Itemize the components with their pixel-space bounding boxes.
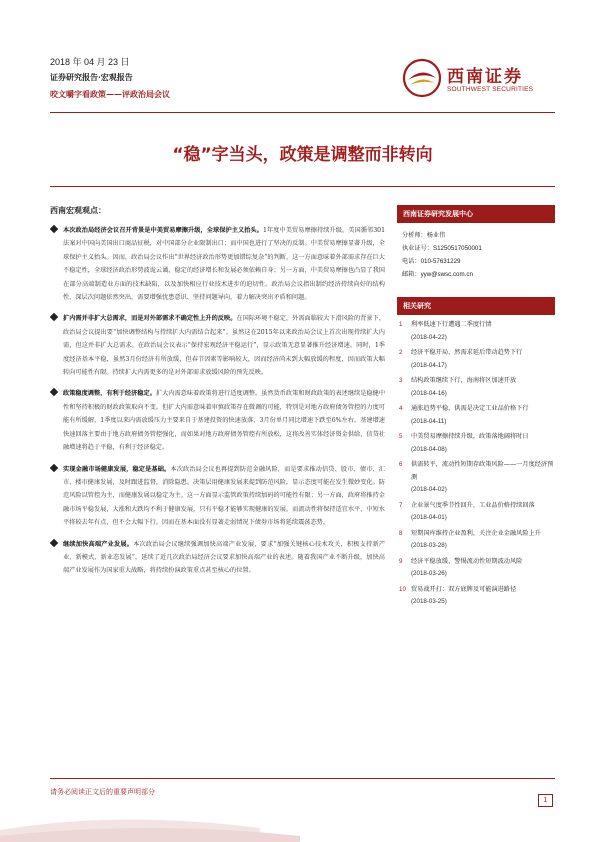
related-item-date: (2018-04-16) <box>411 389 447 397</box>
paragraph-text: 1年度中美贸易摩擦持续升级，美国循邻301法案对中国向美国出口商品征税，对中国部分企业限制出口；而中国也进行了坚决的反制。中美贸易摩擦显著升级，全球保护主义抬头。因而，政治局会议作出“世界经济政治形势更加错综复杂”的判断，这一方面意味着外部需求存在巨大不稳定性，全球经济政治形势波诡云谲，稳定的经济增长和发展必须依赖自身；另一方面，中美贸易摩擦也凸显了我国在部分高端制造业方面的技术缺陷，以及加快相应行业技术进步的迫切性。政治局会议指出制约经济持续向好的结构性、深层次问题依然突出，需要增强忧患意识、坚持问题导向，着力解决突出矛盾和问题。 <box>63 227 386 302</box>
related-research-item[interactable] <box>399 347 555 372</box>
page-number: 1 <box>538 794 553 807</box>
related-item-title[interactable]: 供需转平，流动性短期存政策风险——一月度经济预测 <box>411 461 554 481</box>
viewpoint-paragraph <box>50 538 385 578</box>
disclaimer-note: 请务必阅读正文后的重要声明部分 <box>50 788 155 796</box>
paragraph-lead: 扩内需并非扩大总需求，而是对外部需求不确定性上升的反映。 <box>63 315 237 323</box>
paragraph-text: 在国际环境不稳定，外需面临较大下滑风险的背景下，政治局会议提出要“加快调整结构与持续扩大内需结合起来”。虽然这在2015年以来政治局会议上首次出现持续扩大内需，但这并非扩大总需求。在政治局会议表示“保持宏观经济平稳运行”，显示政策无意显著推升经济增速。同时，1季度经济基本平稳，虽然3月份经济有所放缓，但春节因素等影响较大，因而经济尚未到大幅放缓的程度，因而政策大幅转向可能性有限。持续扩大内需更多的是对外部需求放缓风险的预先反映。 <box>63 315 386 377</box>
viewpoint-paragraph <box>50 312 385 379</box>
analyst-license: S1250517050001 <box>432 245 482 252</box>
diamond-bullet-icon <box>50 313 58 321</box>
related-item-number: 10 <box>399 585 406 593</box>
report-title: “稳”字当头，政策是调整而非转向 <box>172 145 433 165</box>
related-research-list <box>397 315 555 609</box>
related-item-number: 5 <box>399 433 403 440</box>
paragraph-lead: 实现金融市场健康发展，稳定是基础。 <box>63 465 171 473</box>
related-item-date: (2018-03-26) <box>411 570 447 577</box>
related-research-title: 相关研究 <box>397 297 555 315</box>
report-series: 咬文嚼字看政策——评政治局会议 <box>50 89 170 99</box>
related-item-title[interactable]: 贸易战开打：双方底牌及可能演进路径 <box>411 585 517 593</box>
paragraph-text: 本次政治局会议继续强调加快高端产业发展，要求“加强关键核心技术攻关，积极支持新产业、新模式、新业态发展”，延续了近几次政治局经济会议要求加快高端产业的表述。随着我国产业不断升级，加快高端产业发展作为国家重大战略，将持续扮演政策重点甚至核心的位置。 <box>63 540 386 575</box>
report-header <box>50 56 350 101</box>
related-item-date: (2018-04-22) <box>411 333 447 341</box>
related-item-date: (2018-03-25) <box>411 598 447 605</box>
report-type: 证券研究报告·宏观报告 <box>50 72 133 82</box>
related-item-number: 7 <box>399 501 403 509</box>
related-item-title[interactable]: 结构政策继续下行，海南将区加速开放 <box>411 377 517 384</box>
diamond-bullet-icon <box>50 225 58 233</box>
related-research-item[interactable] <box>399 556 555 581</box>
paragraph-lead: 继续加快高端产业发展。 <box>63 540 134 548</box>
related-research-item[interactable] <box>399 528 555 553</box>
related-item-number: 9 <box>399 557 403 565</box>
viewpoint-paragraph <box>50 463 385 530</box>
analyst-license-row <box>402 242 550 255</box>
analyst-info <box>397 223 555 285</box>
analyst-license-label: 执业证号： <box>402 245 433 252</box>
related-item-date: (2018-03-28) <box>411 542 447 549</box>
analyst-name-label: 分析师： <box>402 232 427 239</box>
analyst-phone: 010-57631229 <box>420 258 461 265</box>
report-date: 2018 年 04 月 23 日 <box>50 57 130 67</box>
related-item-number: 8 <box>399 529 403 537</box>
related-research-item[interactable] <box>399 500 555 525</box>
related-item-number: 4 <box>399 405 403 412</box>
footer-divider <box>50 778 555 779</box>
related-item-date: (2018-04-01) <box>411 514 447 521</box>
related-research-item[interactable] <box>399 375 555 400</box>
diamond-bullet-icon <box>50 388 58 396</box>
related-item-title[interactable]: 短期国库维持企业盈利，关注企业金融风险上升 <box>411 529 541 537</box>
logo-name-cn: 西南证券 <box>447 67 523 87</box>
company-logo <box>402 58 552 98</box>
analyst-phone-label: 电话： <box>402 258 421 265</box>
paragraph-lead: 政策稳度调整，有利于经济稳定。 <box>63 390 156 398</box>
sidebar <box>397 205 555 612</box>
paragraph-lead: 本次政治局经济会议召开背景是中美贸易摩擦升级，全球保护主义抬头。 <box>63 227 263 234</box>
related-item-date: (2018-04-02) <box>411 486 447 493</box>
related-item-title[interactable]: 中美贸易摩擦持续升级，政策落地阔将时日 <box>411 433 529 440</box>
diamond-bullet-icon <box>50 538 58 546</box>
related-item-number: 2 <box>399 349 403 356</box>
viewpoint-heading: 西南宏观观点： <box>50 205 106 215</box>
analyst-phone-row <box>402 255 550 268</box>
related-item-date: (2018-04-11) <box>411 417 447 425</box>
related-research <box>397 297 555 609</box>
related-item-title[interactable]: 通胀趋势平稳，供需是决定工业品价格下行 <box>411 405 529 412</box>
related-item-number: 6 <box>399 461 403 468</box>
analyst-email-label: 邮箱： <box>402 271 421 278</box>
viewpoint-paragraph <box>50 387 385 454</box>
viewpoint-paragraph <box>50 224 385 304</box>
analyst-email-row <box>402 268 550 281</box>
analyst-name: 杨业伟 <box>426 232 446 239</box>
footer-decoration <box>0 800 595 842</box>
paragraph-text: 本次政治局会议也再提到防范金融风险，而是要求推动信贷、股市、债市、汇市、楼市健康发展，及时跟进监督，消除隐患。决策层用健康发展来提到防范风险，显示态度可能在发生微妙变化。防范风险以管控为主，而健康发展以稳定为主。这一方面显示监管政策持续加码的可能性有限；另一方面，政府将推持金融市场平稳发展，大涨和大跌均不利于健康发展，只有平稳才能够实现健康的发展。而流动性将保持适宜水平，中短水平将较去年有点，但不会大幅下行。因而在基本面没有显著走弱情况下债券市场将延续震荡态势。 <box>63 465 386 527</box>
related-research-item[interactable] <box>399 403 555 428</box>
related-item-title[interactable]: 经济平稳放缓，警惕流动性短期波动风险 <box>411 557 523 565</box>
title-divider <box>50 186 555 187</box>
related-item-number: 3 <box>399 377 403 384</box>
research-center-title: 西南证券研究发展中心 <box>397 205 555 223</box>
related-item-title[interactable]: 企业景气度季节性回升，工业品价格持续回落 <box>411 501 535 509</box>
related-research-item[interactable] <box>399 319 555 344</box>
related-research-item[interactable] <box>399 431 555 456</box>
analyst-email-link[interactable]: yyw@swsc.com.cn <box>420 271 473 278</box>
related-item-date: (2018-04-08) <box>411 445 447 453</box>
diamond-bullet-icon <box>50 463 58 471</box>
related-item-date: (2018-04-17) <box>411 361 447 369</box>
paragraph-text: 扩大内需意味着政策将进行适度调整。虽然货币政策和财政政策的表述继续是稳健中性和坚持积极的财政政策取向不变。但扩大内需意味着审慎政策存在微调的可能，特别是对地方政府债务管控的力度可能有所缓解。1季度以来内需放缓压力主要来自于基建投资的快速放落，3月份单月同比增速下跌至6%左右，基建增速快速回落主要由于地方政府债务管控强化，而如果对地方政府债务管控有所放松，这将改善实体经济资金供给，信贷社融增速将趋于平稳，有利于经济稳定。 <box>63 390 386 452</box>
related-item-title[interactable]: 经济平稳开局，然需求延后带动趋势下行 <box>411 349 523 356</box>
related-item-title[interactable]: 利率低速下行遭遇二季度行情 <box>411 321 492 328</box>
analyst-name-row <box>402 229 550 242</box>
related-research-item[interactable] <box>399 584 555 609</box>
header-divider <box>50 112 555 113</box>
southwest-securities-logo-icon <box>402 58 442 98</box>
logo-name-en: SOUTHWEST SECURITIES <box>447 86 534 93</box>
main-content <box>50 205 385 586</box>
related-item-number: 1 <box>399 321 403 328</box>
related-research-item[interactable] <box>399 459 555 497</box>
